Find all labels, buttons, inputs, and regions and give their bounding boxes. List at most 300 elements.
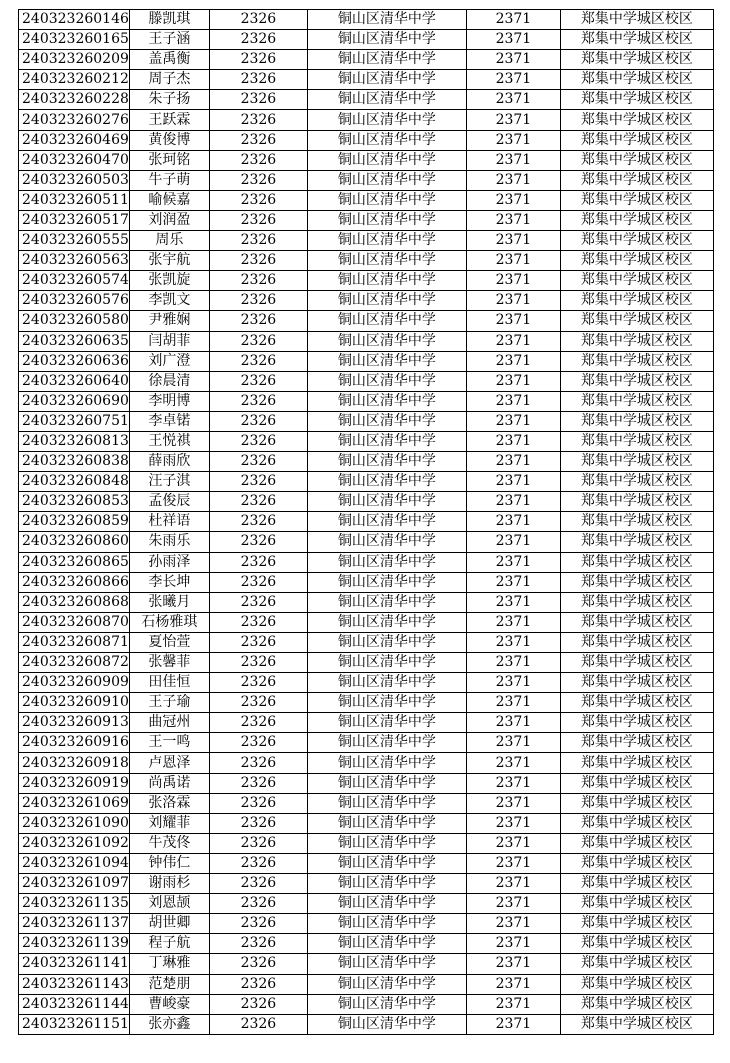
table-row (19, 231, 714, 251)
student-name-cell: 程子航 (129, 934, 209, 954)
student-name-cell: 胡世卿 (129, 914, 209, 934)
school-name-cell: 铜山区清华中学 (307, 934, 466, 954)
school-name-cell: 铜山区清华中学 (307, 110, 466, 130)
student-id-cell: 240323260690 (19, 391, 130, 411)
student-name-cell: 孙雨泽 (129, 552, 209, 572)
target-school-cell: 郑集中学城区校区 (560, 411, 713, 431)
student-name-cell: 朱子扬 (129, 90, 209, 110)
target-school-cell: 郑集中学城区校区 (560, 251, 713, 271)
student-name-cell: 夏怡萱 (129, 632, 209, 652)
target-school-cell: 郑集中学城区校区 (560, 793, 713, 813)
student-id-cell: 240323260913 (19, 713, 130, 733)
table-row (19, 793, 714, 813)
school-name-cell: 铜山区清华中学 (307, 371, 466, 391)
school-name-cell: 铜山区清华中学 (307, 210, 466, 230)
school-code-cell: 2326 (209, 170, 307, 190)
student-name-cell: 王子瑜 (129, 693, 209, 713)
target-school-cell: 郑集中学城区校区 (560, 472, 713, 492)
school-name-cell: 铜山区清华中学 (307, 50, 466, 70)
table-row (19, 874, 714, 894)
school-name-cell: 铜山区清华中学 (307, 492, 466, 512)
table-row (19, 914, 714, 934)
student-id-cell: 240323260146 (19, 10, 130, 30)
school-code-cell: 2326 (209, 231, 307, 251)
target-school-cell: 郑集中学城区校区 (560, 653, 713, 673)
school-name-cell: 铜山区清华中学 (307, 552, 466, 572)
target-code-cell: 2371 (466, 170, 560, 190)
student-name-cell: 喻候嘉 (129, 190, 209, 210)
school-code-cell: 2326 (209, 874, 307, 894)
target-code-cell: 2371 (466, 391, 560, 411)
student-name-cell: 孟俊辰 (129, 492, 209, 512)
target-school-cell: 郑集中学城区校区 (560, 833, 713, 853)
target-school-cell: 郑集中学城区校区 (560, 874, 713, 894)
target-code-cell: 2371 (466, 130, 560, 150)
school-name-cell: 铜山区清华中学 (307, 231, 466, 251)
student-id-cell: 240323261151 (19, 1014, 130, 1034)
student-id-cell: 240323260919 (19, 773, 130, 793)
student-id-cell: 240323260871 (19, 632, 130, 652)
target-code-cell: 2371 (466, 572, 560, 592)
target-school-cell: 郑集中学城区校区 (560, 853, 713, 873)
school-code-cell: 2326 (209, 10, 307, 30)
school-code-cell: 2326 (209, 813, 307, 833)
student-id-cell: 240323260866 (19, 572, 130, 592)
school-code-cell: 2326 (209, 512, 307, 532)
student-id-cell: 240323261097 (19, 874, 130, 894)
school-name-cell: 铜山区清华中学 (307, 271, 466, 291)
table-row (19, 291, 714, 311)
table-row (19, 713, 714, 733)
target-code-cell: 2371 (466, 251, 560, 271)
school-name-cell: 铜山区清华中学 (307, 673, 466, 693)
student-id-cell: 240323261143 (19, 974, 130, 994)
student-id-cell: 240323260859 (19, 512, 130, 532)
table-row (19, 653, 714, 673)
student-name-cell: 杜祥语 (129, 512, 209, 532)
school-code-cell: 2326 (209, 190, 307, 210)
student-name-cell: 王悦祺 (129, 431, 209, 451)
table-row (19, 110, 714, 130)
school-code-cell: 2326 (209, 693, 307, 713)
school-name-cell: 铜山区清华中学 (307, 351, 466, 371)
school-name-cell: 铜山区清华中学 (307, 753, 466, 773)
school-code-cell: 2326 (209, 673, 307, 693)
student-name-cell: 李长坤 (129, 572, 209, 592)
school-name-cell: 铜山区清华中学 (307, 150, 466, 170)
table-row (19, 934, 714, 954)
school-code-cell: 2326 (209, 773, 307, 793)
school-code-cell: 2326 (209, 291, 307, 311)
student-name-cell: 张珂铭 (129, 150, 209, 170)
student-name-cell: 牛茂佟 (129, 833, 209, 853)
table-row (19, 572, 714, 592)
school-code-cell: 2326 (209, 1014, 307, 1034)
table-row (19, 90, 714, 110)
student-name-cell: 范楚朋 (129, 974, 209, 994)
student-id-cell: 240323261141 (19, 954, 130, 974)
school-code-cell: 2326 (209, 30, 307, 50)
school-name-cell: 铜山区清华中学 (307, 452, 466, 472)
school-code-cell: 2326 (209, 391, 307, 411)
school-code-cell: 2326 (209, 793, 307, 813)
target-code-cell: 2371 (466, 994, 560, 1014)
student-id-cell: 240323260860 (19, 532, 130, 552)
target-school-cell: 郑集中学城区校区 (560, 612, 713, 632)
target-school-cell: 郑集中学城区校区 (560, 632, 713, 652)
school-name-cell: 铜山区清华中学 (307, 130, 466, 150)
target-school-cell: 郑集中学城区校区 (560, 231, 713, 251)
school-code-cell: 2326 (209, 753, 307, 773)
table-row (19, 130, 714, 150)
school-name-cell: 铜山区清华中学 (307, 311, 466, 331)
student-name-cell: 尚禹诺 (129, 773, 209, 793)
school-code-cell: 2326 (209, 50, 307, 70)
student-name-cell: 尹雅娴 (129, 311, 209, 331)
student-id-cell: 240323260580 (19, 311, 130, 331)
student-name-cell: 田佳恒 (129, 673, 209, 693)
table-row (19, 190, 714, 210)
school-name-cell: 铜山区清华中学 (307, 1014, 466, 1034)
student-name-cell: 李明博 (129, 391, 209, 411)
target-school-cell: 郑集中学城区校区 (560, 70, 713, 90)
student-id-cell: 240323260576 (19, 291, 130, 311)
school-code-cell: 2326 (209, 371, 307, 391)
target-school-cell: 郑集中学城区校区 (560, 733, 713, 753)
student-name-cell: 钟伟仁 (129, 853, 209, 873)
table-row (19, 592, 714, 612)
target-code-cell: 2371 (466, 210, 560, 230)
student-id-cell: 240323260470 (19, 150, 130, 170)
target-code-cell: 2371 (466, 934, 560, 954)
target-code-cell: 2371 (466, 532, 560, 552)
target-code-cell: 2371 (466, 431, 560, 451)
school-code-cell: 2326 (209, 452, 307, 472)
target-school-cell: 郑集中学城区校区 (560, 673, 713, 693)
school-name-cell: 铜山区清华中学 (307, 592, 466, 612)
school-code-cell: 2326 (209, 974, 307, 994)
student-name-cell: 石杨雅琪 (129, 612, 209, 632)
target-code-cell: 2371 (466, 492, 560, 512)
student-id-cell: 240323260469 (19, 130, 130, 150)
school-code-cell: 2326 (209, 592, 307, 612)
table-row (19, 411, 714, 431)
student-name-cell: 王一鸣 (129, 733, 209, 753)
student-id-cell: 240323260503 (19, 170, 130, 190)
student-name-cell: 曹峻豪 (129, 994, 209, 1014)
school-name-cell: 铜山区清华中学 (307, 532, 466, 552)
target-code-cell: 2371 (466, 50, 560, 70)
student-id-cell: 240323261144 (19, 994, 130, 1014)
target-school-cell: 郑集中学城区校区 (560, 371, 713, 391)
table-row (19, 10, 714, 30)
school-name-cell: 铜山区清华中学 (307, 190, 466, 210)
table-row (19, 974, 714, 994)
target-code-cell: 2371 (466, 833, 560, 853)
student-table (18, 9, 714, 1035)
student-name-cell: 李凯文 (129, 291, 209, 311)
school-name-cell: 铜山区清华中学 (307, 813, 466, 833)
student-name-cell: 张宇航 (129, 251, 209, 271)
school-code-cell: 2326 (209, 713, 307, 733)
student-table-body (19, 10, 714, 1035)
student-id-cell: 240323260916 (19, 733, 130, 753)
target-code-cell: 2371 (466, 753, 560, 773)
school-code-cell: 2326 (209, 331, 307, 351)
school-code-cell: 2326 (209, 833, 307, 853)
school-code-cell: 2326 (209, 110, 307, 130)
table-row (19, 853, 714, 873)
school-name-cell: 铜山区清华中学 (307, 291, 466, 311)
school-name-cell: 铜山区清华中学 (307, 853, 466, 873)
student-id-cell: 240323261092 (19, 833, 130, 853)
student-id-cell: 240323260865 (19, 552, 130, 572)
student-name-cell: 周乐 (129, 231, 209, 251)
target-school-cell: 郑集中学城区校区 (560, 150, 713, 170)
table-row (19, 813, 714, 833)
school-name-cell: 铜山区清华中学 (307, 793, 466, 813)
school-name-cell: 铜山区清华中学 (307, 733, 466, 753)
target-code-cell: 2371 (466, 90, 560, 110)
target-school-cell: 郑集中学城区校区 (560, 592, 713, 612)
target-school-cell: 郑集中学城区校区 (560, 452, 713, 472)
student-name-cell: 盖禹衡 (129, 50, 209, 70)
table-row (19, 150, 714, 170)
student-name-cell: 张洛霖 (129, 793, 209, 813)
table-row (19, 391, 714, 411)
school-code-cell: 2326 (209, 431, 307, 451)
student-name-cell: 汪子淇 (129, 472, 209, 492)
school-name-cell: 铜山区清华中学 (307, 894, 466, 914)
table-row (19, 431, 714, 451)
school-name-cell: 铜山区清华中学 (307, 612, 466, 632)
target-school-cell: 郑集中学城区校区 (560, 1014, 713, 1034)
table-row (19, 492, 714, 512)
target-code-cell: 2371 (466, 371, 560, 391)
table-row (19, 1014, 714, 1034)
student-id-cell: 240323260751 (19, 411, 130, 431)
table-row (19, 632, 714, 652)
table-row (19, 773, 714, 793)
student-id-cell: 240323260838 (19, 452, 130, 472)
table-row (19, 30, 714, 50)
school-code-cell: 2326 (209, 472, 307, 492)
student-id-cell: 240323260228 (19, 90, 130, 110)
target-code-cell: 2371 (466, 30, 560, 50)
school-code-cell: 2326 (209, 572, 307, 592)
school-name-cell: 铜山区清华中学 (307, 693, 466, 713)
school-name-cell: 铜山区清华中学 (307, 572, 466, 592)
student-name-cell: 牛子萌 (129, 170, 209, 190)
student-id-cell: 240323260563 (19, 251, 130, 271)
student-name-cell: 薛雨欣 (129, 452, 209, 472)
target-school-cell: 郑集中学城区校区 (560, 130, 713, 150)
table-row (19, 512, 714, 532)
target-code-cell: 2371 (466, 592, 560, 612)
target-school-cell: 郑集中学城区校区 (560, 894, 713, 914)
target-school-cell: 郑集中学城区校区 (560, 30, 713, 50)
student-name-cell: 张亦鑫 (129, 1014, 209, 1034)
table-row (19, 472, 714, 492)
table-row (19, 251, 714, 271)
target-code-cell: 2371 (466, 150, 560, 170)
student-name-cell: 丁琳雅 (129, 954, 209, 974)
student-name-cell: 张曦月 (129, 592, 209, 612)
target-code-cell: 2371 (466, 914, 560, 934)
student-name-cell: 刘润盈 (129, 210, 209, 230)
target-school-cell: 郑集中学城区校区 (560, 813, 713, 833)
target-code-cell: 2371 (466, 331, 560, 351)
school-name-cell: 铜山区清华中学 (307, 713, 466, 733)
student-id-cell: 240323260910 (19, 693, 130, 713)
school-code-cell: 2326 (209, 271, 307, 291)
student-name-cell: 王子涵 (129, 30, 209, 50)
target-code-cell: 2371 (466, 452, 560, 472)
student-id-cell: 240323260555 (19, 231, 130, 251)
table-row (19, 70, 714, 90)
table-row (19, 994, 714, 1014)
target-school-cell: 郑集中学城区校区 (560, 311, 713, 331)
student-name-cell: 朱雨乐 (129, 532, 209, 552)
school-name-cell: 铜山区清华中学 (307, 411, 466, 431)
student-id-cell: 240323260872 (19, 653, 130, 673)
student-id-cell: 240323260511 (19, 190, 130, 210)
school-code-cell: 2326 (209, 130, 307, 150)
target-school-cell: 郑集中学城区校区 (560, 110, 713, 130)
student-id-cell: 240323260909 (19, 673, 130, 693)
student-name-cell: 黄俊博 (129, 130, 209, 150)
table-row (19, 331, 714, 351)
school-code-cell: 2326 (209, 994, 307, 1014)
target-code-cell: 2371 (466, 271, 560, 291)
school-name-cell: 铜山区清华中学 (307, 170, 466, 190)
target-school-cell: 郑集中学城区校区 (560, 713, 713, 733)
student-name-cell: 滕凯琪 (129, 10, 209, 30)
target-school-cell: 郑集中学城区校区 (560, 974, 713, 994)
table-row (19, 271, 714, 291)
target-school-cell: 郑集中学城区校区 (560, 351, 713, 371)
target-code-cell: 2371 (466, 894, 560, 914)
school-name-cell: 铜山区清华中学 (307, 954, 466, 974)
target-school-cell: 郑集中学城区校区 (560, 50, 713, 70)
target-school-cell: 郑集中学城区校区 (560, 552, 713, 572)
school-code-cell: 2326 (209, 210, 307, 230)
school-name-cell: 铜山区清华中学 (307, 994, 466, 1014)
student-name-cell: 刘耀菲 (129, 813, 209, 833)
target-code-cell: 2371 (466, 673, 560, 693)
target-school-cell: 郑集中学城区校区 (560, 753, 713, 773)
school-name-cell: 铜山区清华中学 (307, 30, 466, 50)
school-code-cell: 2326 (209, 853, 307, 873)
target-code-cell: 2371 (466, 70, 560, 90)
school-name-cell: 铜山区清华中学 (307, 653, 466, 673)
target-school-cell: 郑集中学城区校区 (560, 572, 713, 592)
target-code-cell: 2371 (466, 291, 560, 311)
school-name-cell: 铜山区清华中学 (307, 391, 466, 411)
student-id-cell: 240323260848 (19, 472, 130, 492)
target-code-cell: 2371 (466, 231, 560, 251)
student-name-cell: 周子杰 (129, 70, 209, 90)
school-code-cell: 2326 (209, 311, 307, 331)
school-name-cell: 铜山区清华中学 (307, 90, 466, 110)
student-id-cell: 240323260635 (19, 331, 130, 351)
school-name-cell: 铜山区清华中学 (307, 914, 466, 934)
school-name-cell: 铜山区清华中学 (307, 10, 466, 30)
target-code-cell: 2371 (466, 1014, 560, 1034)
student-name-cell: 闫胡菲 (129, 331, 209, 351)
student-id-cell: 240323261069 (19, 793, 130, 813)
table-row (19, 954, 714, 974)
table-row (19, 371, 714, 391)
student-name-cell: 刘广澄 (129, 351, 209, 371)
table-row (19, 170, 714, 190)
student-name-cell: 谢雨杉 (129, 874, 209, 894)
target-school-cell: 郑集中学城区校区 (560, 934, 713, 954)
target-school-cell: 郑集中学城区校区 (560, 10, 713, 30)
table-row (19, 612, 714, 632)
target-school-cell: 郑集中学城区校区 (560, 210, 713, 230)
target-code-cell: 2371 (466, 351, 560, 371)
student-id-cell: 240323260853 (19, 492, 130, 512)
table-row (19, 894, 714, 914)
student-name-cell: 卢恩泽 (129, 753, 209, 773)
table-row (19, 733, 714, 753)
table-row (19, 693, 714, 713)
school-code-cell: 2326 (209, 150, 307, 170)
school-code-cell: 2326 (209, 954, 307, 974)
target-code-cell: 2371 (466, 773, 560, 793)
student-id-cell: 240323260276 (19, 110, 130, 130)
student-id-cell: 240323260918 (19, 753, 130, 773)
school-name-cell: 铜山区清华中学 (307, 512, 466, 532)
target-code-cell: 2371 (466, 713, 560, 733)
school-code-cell: 2326 (209, 351, 307, 371)
target-code-cell: 2371 (466, 311, 560, 331)
school-name-cell: 铜山区清华中学 (307, 331, 466, 351)
target-code-cell: 2371 (466, 853, 560, 873)
table-row (19, 753, 714, 773)
target-school-cell: 郑集中学城区校区 (560, 773, 713, 793)
target-school-cell: 郑集中学城区校区 (560, 190, 713, 210)
student-id-cell: 240323260813 (19, 431, 130, 451)
school-code-cell: 2326 (209, 632, 307, 652)
school-name-cell: 铜山区清华中学 (307, 974, 466, 994)
student-id-cell: 240323260165 (19, 30, 130, 50)
student-id-cell: 240323260209 (19, 50, 130, 70)
target-code-cell: 2371 (466, 632, 560, 652)
table-row (19, 351, 714, 371)
target-code-cell: 2371 (466, 411, 560, 431)
student-name-cell: 张馨菲 (129, 653, 209, 673)
student-id-cell: 240323260212 (19, 70, 130, 90)
table-row (19, 50, 714, 70)
school-code-cell: 2326 (209, 733, 307, 753)
school-code-cell: 2326 (209, 552, 307, 572)
target-code-cell: 2371 (466, 874, 560, 894)
school-code-cell: 2326 (209, 411, 307, 431)
target-school-cell: 郑集中学城区校区 (560, 331, 713, 351)
school-name-cell: 铜山区清华中学 (307, 251, 466, 271)
target-code-cell: 2371 (466, 954, 560, 974)
student-id-cell: 240323260574 (19, 271, 130, 291)
table-row (19, 452, 714, 472)
target-school-cell: 郑集中学城区校区 (560, 492, 713, 512)
school-code-cell: 2326 (209, 653, 307, 673)
target-code-cell: 2371 (466, 733, 560, 753)
school-code-cell: 2326 (209, 612, 307, 632)
school-code-cell: 2326 (209, 70, 307, 90)
target-school-cell: 郑集中学城区校区 (560, 532, 713, 552)
